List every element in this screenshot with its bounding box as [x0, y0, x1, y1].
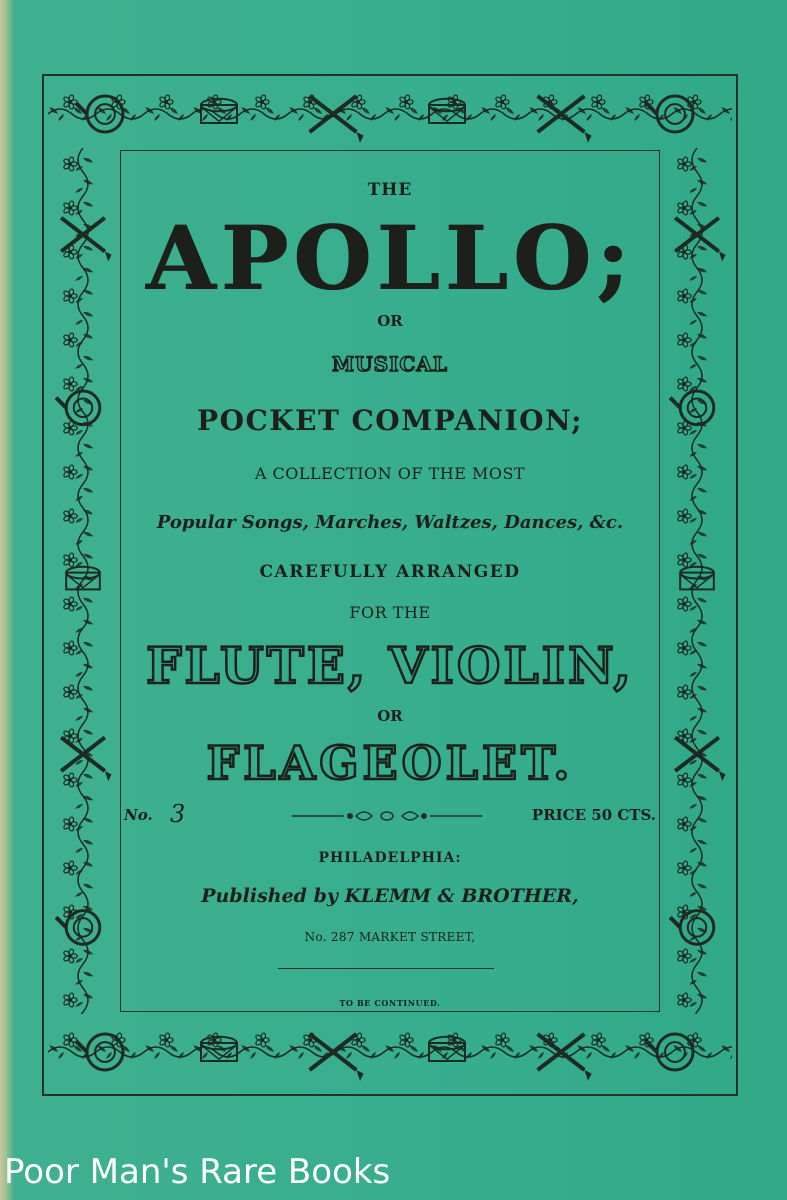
- or-connector-1: OR: [377, 312, 403, 330]
- title-the: THE: [367, 180, 413, 200]
- watermark-text: Poor Man's Rare Books: [4, 1152, 391, 1192]
- city-line: PHILADELPHIA:: [318, 850, 462, 866]
- carefully-arranged-line: CAREFULLY ARRANGED: [259, 562, 521, 582]
- price-label: PRICE 50 CTS.: [531, 806, 656, 824]
- publisher-line: Published by KLEMM & BROTHER,: [201, 885, 579, 907]
- popular-songs-line: Popular Songs, Marches, Waltzes, Dances, &c.: [156, 512, 624, 533]
- instruments-heading: FLUTE, VIOLIN,: [146, 636, 634, 695]
- center-ornament: [292, 808, 482, 824]
- subtitle-pocket-companion: POCKET COMPANION;: [197, 404, 583, 437]
- subtitle-musical: MUSICAL: [332, 352, 448, 376]
- divider-rule: [278, 968, 494, 969]
- address-line: No. 287 MARKET STREET,: [304, 930, 476, 944]
- number-value-handwritten: 3: [170, 800, 186, 828]
- collection-line: A COLLECTION OF THE MOST: [254, 464, 526, 483]
- to-be-continued-line: TO BE CONTINUED.: [339, 998, 441, 1008]
- number-price-row: [124, 800, 656, 830]
- for-the-line: FOR THE: [349, 603, 431, 622]
- or-connector-2: OR: [377, 707, 403, 725]
- title-apollo: APOLLO;: [145, 206, 635, 310]
- number-label: No.: [124, 806, 153, 824]
- flageolet-heading: FLAGEOLET.: [206, 736, 574, 790]
